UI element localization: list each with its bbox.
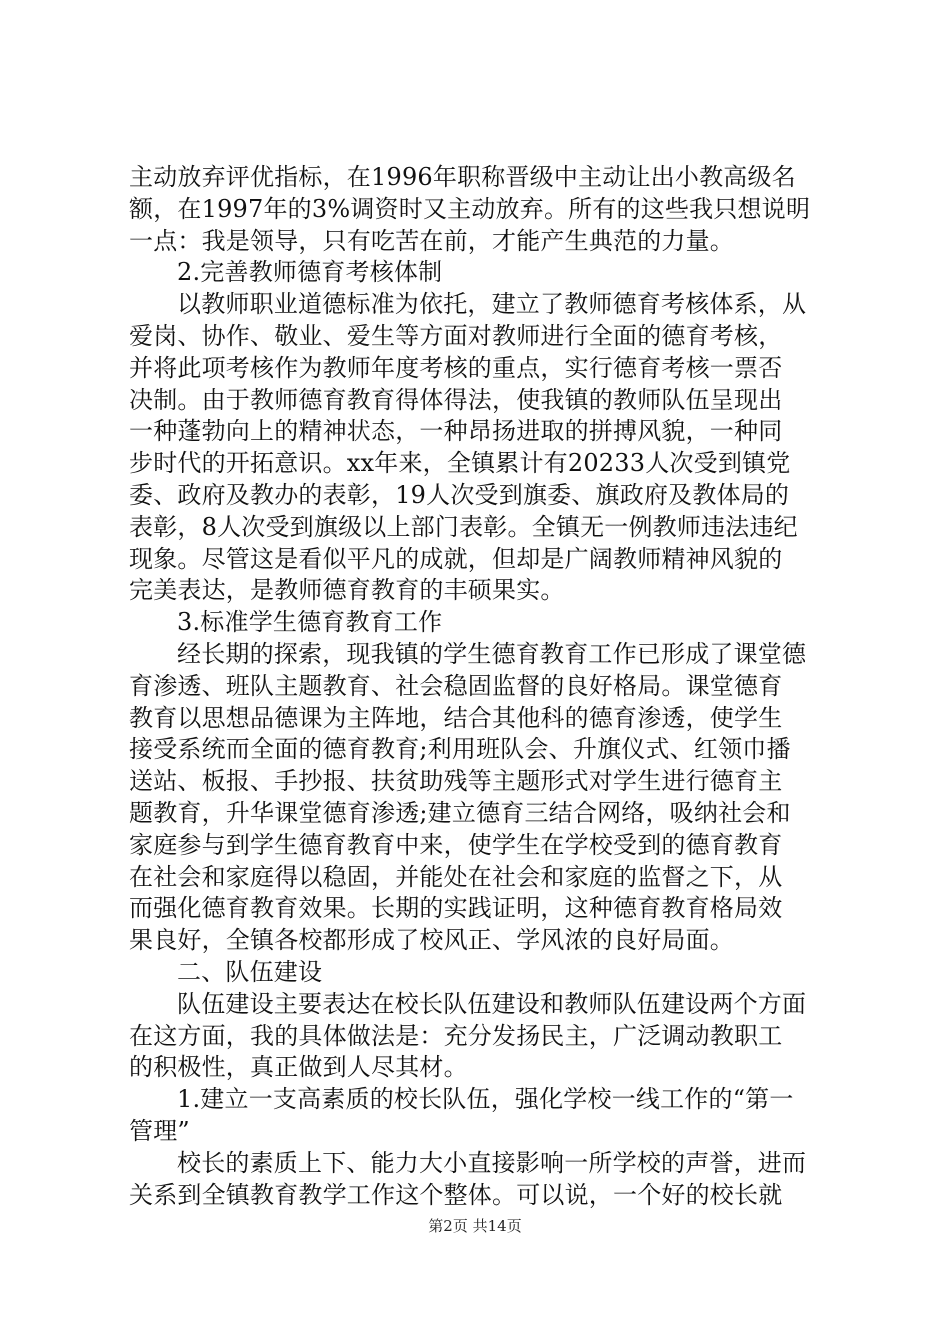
text-line: 并将此项考核作为教师年度考核的重点，实行德育考核一票否	[129, 353, 783, 382]
text-line: 家庭参与到学生德育教育中来，使学生在学校受到的德育教育	[129, 830, 783, 859]
text-line: 爱岗、协作、敬业、爱生等方面对教师进行全面的德育考核，	[129, 321, 783, 350]
text-line: 的积极性，真正做到人尽其材。	[129, 1053, 468, 1082]
document-body	[129, 162, 829, 1211]
text-line: 而强化德育教育效果。长期的实践证明，这种德育教育格局效	[129, 894, 783, 923]
text-line: 教育以思想品德课为主阵地，结合其他科的德育渗透，使学生	[129, 703, 783, 732]
text-line: 在社会和家庭得以稳固，并能处在社会和家庭的监督之下，从	[129, 862, 783, 891]
text-line: 现象。尽管这是看似平凡的成就，但却是广阔教师精神风貌的	[129, 544, 783, 573]
section-heading: 3.标准学生德育教育工作	[177, 608, 443, 637]
section-heading: 1.建立一支高素质的校长队伍，强化学校一线工作的“第一	[177, 1085, 794, 1114]
text-line: 在这方面，我的具体做法是：充分发扬民主，广泛调动教职工	[129, 1021, 783, 1050]
text-line: 题教育，升华课堂德育渗透;建立德育三结合网络，吸纳社会和	[129, 798, 791, 827]
section-heading: 二、队伍建设	[177, 957, 323, 986]
text-line: 接受系统而全面的德育教育;利用班队会、升旗仪式、红领巾播	[129, 735, 791, 764]
text-line: 完美表达，是教师德育教育的丰硕果实。	[129, 576, 565, 605]
text-line: 步时代的开拓意识。xx年来，全镇累计有20233人次受到镇党	[129, 449, 791, 478]
text-line: 果良好，全镇各校都形成了校风正、学风浓的良好局面。	[129, 926, 734, 955]
text-line: 委、政府及教办的表彰，19人次受到旗委、旗政府及教体局的	[129, 480, 790, 509]
section-heading: 2.完善教师德育考核体制	[177, 258, 443, 287]
text-line: 决制。由于教师德育教育得体得法，使我镇的教师队伍呈现出	[129, 385, 783, 414]
text-line: 表彰，8人次受到旗级以上部门表彰。全镇无一例教师违法违纪	[129, 512, 798, 541]
text-line: 送站、板报、手抄报、扶贫助残等主题形式对学生进行德育主	[129, 767, 783, 796]
text-line: 校长的素质上下、能力大小直接影响一所学校的声誉，进而	[177, 1148, 807, 1177]
section-heading: 管理”	[129, 1116, 190, 1145]
page-number: 第2页 共14页	[428, 1217, 522, 1235]
text-line: 经长期的探索，现我镇的学生德育教育工作已形成了课堂德	[177, 639, 807, 668]
text-line: 育渗透、班队主题教育、社会稳固监督的良好格局。课堂德育	[129, 671, 783, 700]
text-line: 以教师职业道德标准为依托，建立了教师德育考核体系，从	[177, 290, 807, 319]
text-line: 队伍建设主要表达在校长队伍建设和教师队伍建设两个方面	[177, 989, 807, 1018]
text-line: 一点：我是领导，只有吃苦在前，才能产生典范的力量。	[129, 226, 734, 255]
text-line: 关系到全镇教育教学工作这个整体。可以说，一个好的校长就	[129, 1180, 783, 1209]
text-line: 额，在1997年的3%调资时又主动放弃。所有的这些我只想说明	[129, 194, 811, 223]
text-line: 主动放弃评优指标，在1996年职称晋级中主动让出小教高级名	[129, 163, 796, 191]
text-line: 一种蓬勃向上的精神状态，一种昂扬进取的拼搏风貌，一种同	[129, 417, 783, 446]
